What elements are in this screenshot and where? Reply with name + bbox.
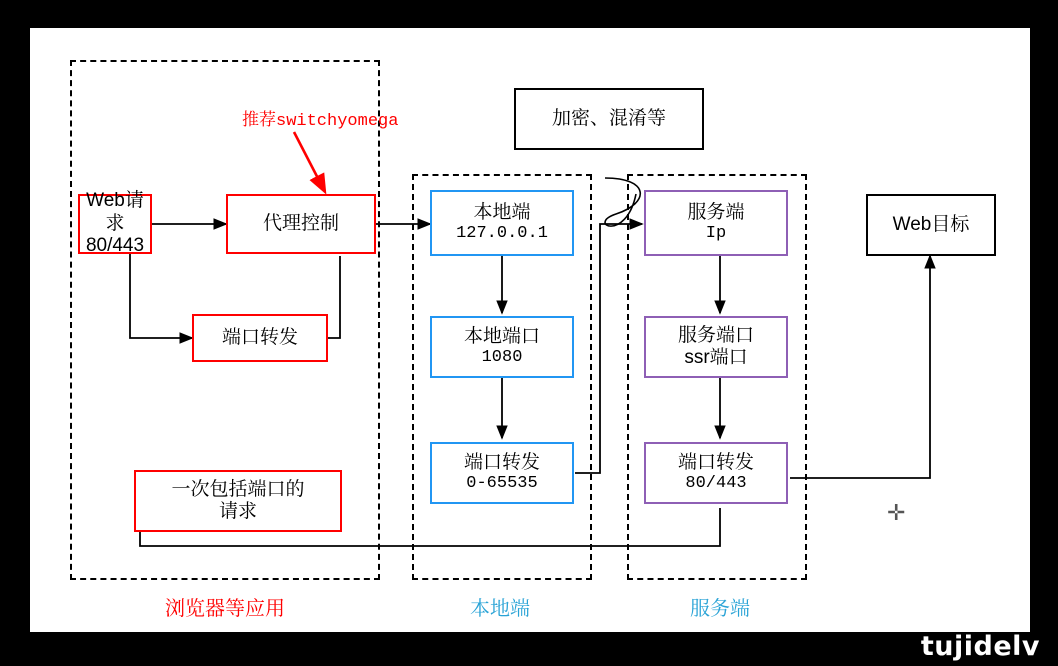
- node-web-target-line1: Web目标: [892, 213, 970, 235]
- node-local-forward-line2: 0-65535: [466, 474, 538, 494]
- diagram-canvas: [30, 28, 1030, 632]
- mouse-cursor: ✛: [887, 500, 906, 525]
- node-encryption-line1: 加密、混淆等: [551, 107, 666, 129]
- node-local-port-line2: 1080: [481, 348, 523, 368]
- node-encryption: [514, 88, 704, 150]
- node-server-port: [644, 316, 788, 378]
- node-port-forward-app-line1: 端口转发: [221, 326, 298, 348]
- node-web-target: [866, 194, 996, 256]
- node-server-forward-line1: 端口转发: [677, 451, 754, 473]
- node-full-request-line1: 一次包括端口的: [171, 478, 305, 500]
- node-local-port-line1: 本地端口: [463, 325, 540, 347]
- node-full-request: [134, 470, 342, 532]
- node-proxy-control: [226, 194, 376, 254]
- node-server-port-line2: ssr端口: [684, 347, 748, 368]
- node-local-forward: [430, 442, 574, 504]
- node-local-host-line1: 本地端: [473, 201, 531, 223]
- node-web-request-line2: 80/443: [85, 235, 145, 257]
- node-full-request-line2: 请求: [218, 501, 257, 522]
- node-local-port: [430, 316, 574, 378]
- watermark: tujidelv: [920, 631, 1040, 662]
- node-local-forward-line1: 端口转发: [463, 451, 540, 473]
- group-label-server: 服务端: [690, 598, 750, 620]
- node-server-forward-line2: 80/443: [685, 474, 747, 494]
- node-server-host-line1: 服务端: [687, 201, 745, 223]
- node-web-request-line1: Web请求: [86, 190, 144, 234]
- node-web-request: [78, 190, 152, 257]
- node-server-host-line2: Ip: [705, 224, 727, 244]
- node-local-host: [430, 190, 574, 256]
- group-label-browser: 浏览器等应用: [165, 598, 285, 620]
- node-proxy-control-line1: 代理控制: [262, 212, 339, 234]
- node-port-forward-app: [192, 314, 328, 362]
- node-server-port-line1: 服务端口: [677, 324, 754, 346]
- annotation-text-en: switchyomega: [276, 112, 399, 131]
- node-local-host-line2: 127.0.0.1: [456, 224, 548, 244]
- node-server-host: [644, 190, 788, 256]
- node-server-forward: [644, 442, 788, 504]
- annotation-text-cn: 推荐: [242, 110, 276, 129]
- group-label-local: 本地端: [470, 598, 530, 620]
